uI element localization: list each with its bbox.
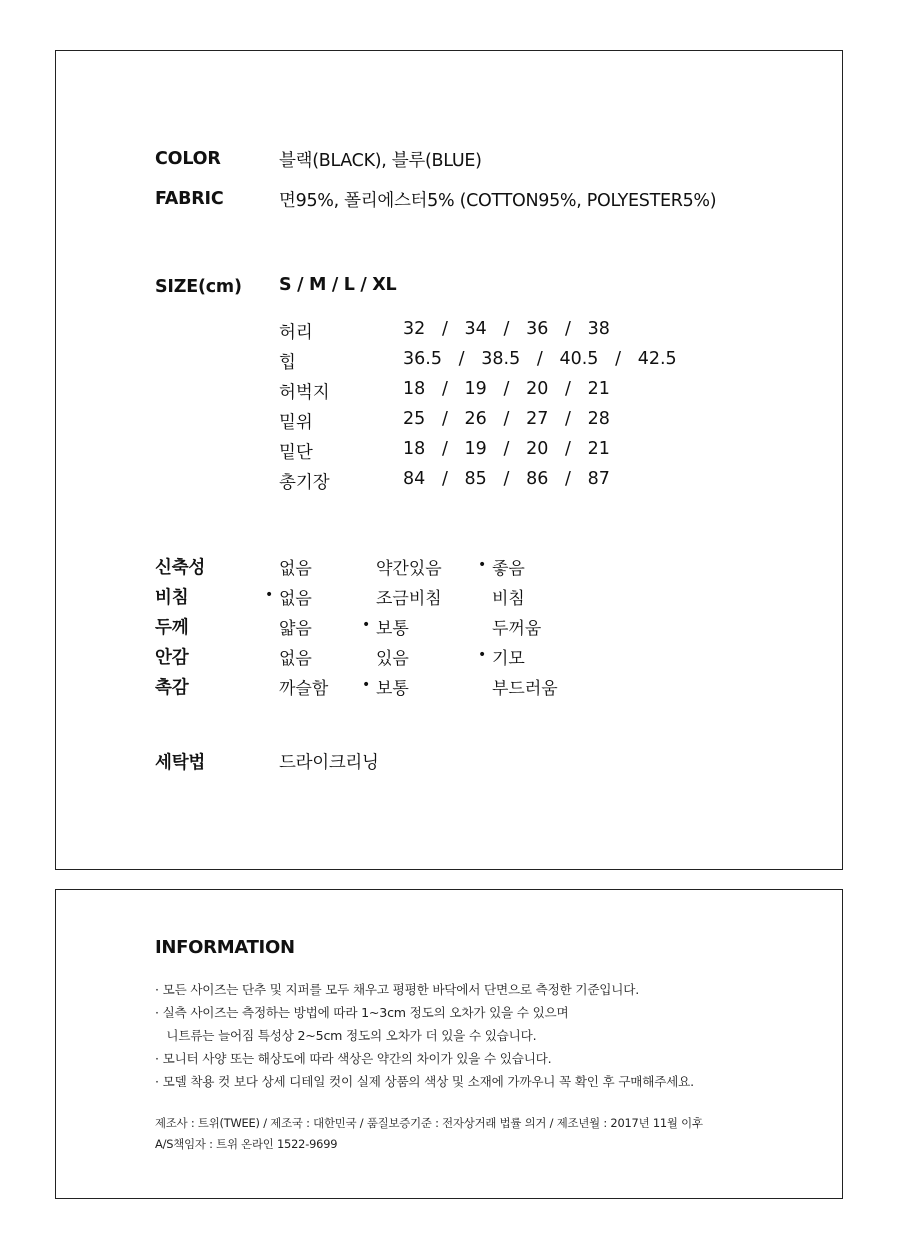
size-row-values: 84 / 85 / 86 / 87	[403, 469, 610, 489]
size-row-values: 25 / 26 / 27 / 28	[403, 409, 610, 429]
information-note: 니트류는 늘어짐 특성상 2~5cm 정도의 오차가 더 있을 수 있습니다.	[155, 1028, 537, 1043]
information-panel	[55, 889, 843, 1199]
information-title: INFORMATION	[155, 937, 295, 958]
size-row-name: 밑위	[279, 413, 313, 433]
attribute-option	[376, 554, 442, 579]
attribute-option	[362, 614, 409, 639]
information-note: · 실측 사이즈는 측정하는 방법에 따라 1~3cm 정도의 오차가 있을 수 있으며	[155, 1005, 569, 1020]
information-note: · 모델 착용 컷 보다 상세 디테일 컷이 실제 상품의 색상 및 소재에 가까우니 꼭 확인 후 구매해주세요.	[155, 1074, 694, 1089]
color-value: 블랙(BLACK), 블루(BLUE)	[279, 151, 482, 171]
washing-label: 세탁법	[155, 753, 206, 773]
attribute-option-text: 좋음	[492, 559, 525, 579]
attribute-option-text: 비침	[492, 589, 525, 609]
information-note: · 모니터 사양 또는 해상도에 따라 색상은 약간의 차이가 있을 수 있습니다.	[155, 1051, 552, 1066]
attribute-option	[362, 674, 409, 699]
fabric-label: FABRIC	[155, 189, 224, 209]
attribute-label: 촉감	[155, 678, 189, 698]
attribute-label: 두께	[155, 618, 189, 638]
size-row-values: 18 / 19 / 20 / 21	[403, 379, 610, 399]
attribute-option	[478, 644, 525, 669]
size-row-name: 밑단	[279, 443, 313, 463]
attribute-option-text: 보통	[376, 679, 409, 699]
attribute-option	[279, 614, 312, 639]
as-line: A/S책임자 : 트위 온라인 1522-9699	[155, 1137, 338, 1151]
size-row-name: 허벅지	[279, 383, 330, 403]
attribute-option	[492, 614, 541, 639]
size-row-name: 허리	[279, 323, 313, 343]
attribute-option-text: 보통	[376, 619, 409, 639]
attribute-option-text: 조금비침	[376, 589, 442, 609]
attribute-option	[492, 674, 558, 699]
attribute-option	[279, 674, 328, 699]
attribute-option-text: 없음	[279, 589, 312, 609]
attribute-option-text: 두꺼움	[492, 619, 542, 639]
color-label: COLOR	[155, 149, 221, 169]
spec-panel	[55, 50, 843, 870]
attribute-option	[279, 554, 312, 579]
attribute-option-text: 없음	[279, 559, 312, 579]
selected-bullet-icon: •	[478, 647, 487, 663]
washing-value: 드라이크리닝	[279, 753, 379, 773]
attribute-option-text: 까슬함	[279, 679, 329, 699]
attribute-option	[376, 644, 409, 669]
attribute-option	[376, 584, 442, 609]
selected-bullet-icon: •	[265, 587, 274, 603]
attribute-option-text: 약간있음	[376, 559, 442, 579]
attribute-option-text: 부드러움	[492, 679, 558, 699]
attribute-option-text: 있음	[376, 649, 409, 669]
size-list: S / M / L / XL	[279, 275, 397, 295]
attribute-option	[279, 644, 312, 669]
attribute-option	[492, 584, 525, 609]
attribute-option	[478, 554, 525, 579]
size-label: SIZE(cm)	[155, 277, 242, 297]
attribute-option-text: 얇음	[279, 619, 312, 639]
size-row-values: 32 / 34 / 36 / 38	[403, 319, 610, 339]
attribute-label: 비침	[155, 588, 189, 608]
size-row-name: 총기장	[279, 473, 330, 493]
size-row-name: 힙	[279, 353, 296, 373]
information-note: · 모든 사이즈는 단추 및 지퍼를 모두 채우고 평평한 바닥에서 단면으로 측정한 기준입니다.	[155, 982, 640, 997]
selected-bullet-icon: •	[478, 557, 487, 573]
size-row-values: 36.5 / 38.5 / 40.5 / 42.5	[403, 349, 677, 369]
selected-bullet-icon: •	[362, 617, 371, 633]
attribute-option-text: 기모	[492, 649, 525, 669]
maker-line: 제조사 : 트위(TWEE) / 제조국 : 대한민국 / 품질보증기준 : 전자상거래 법률 의거 / 제조년월 : 2017년 11월 이후	[155, 1116, 703, 1130]
size-row-values: 18 / 19 / 20 / 21	[403, 439, 610, 459]
attribute-option-text: 없음	[279, 649, 312, 669]
attribute-label: 신축성	[155, 558, 206, 578]
selected-bullet-icon: •	[362, 677, 371, 693]
attribute-label: 안감	[155, 648, 189, 668]
attribute-option	[265, 584, 312, 609]
fabric-value: 면95%, 폴리에스터5% (COTTON95%, POLYESTER5%)	[279, 191, 717, 211]
